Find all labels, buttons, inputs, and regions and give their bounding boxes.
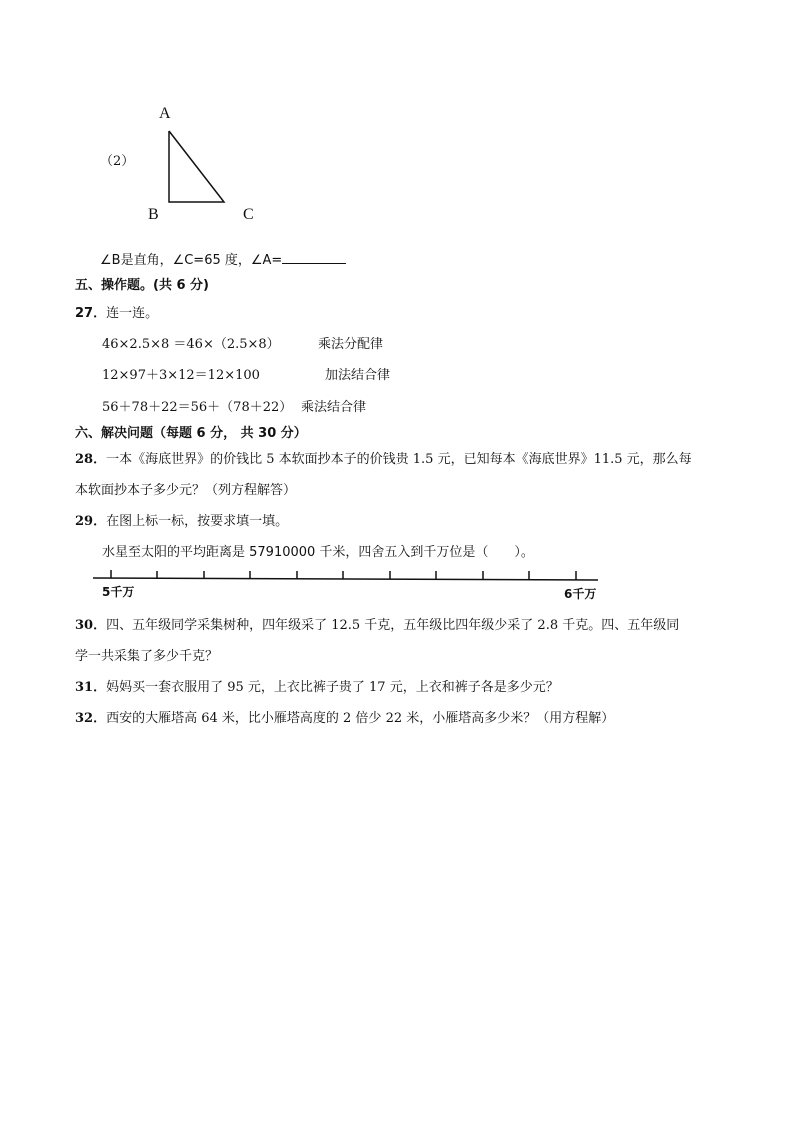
axis-start-label: 5千万 [102, 585, 135, 599]
question-number: 31． [75, 680, 107, 695]
question-text: 妈妈买一套衣服用了 95 元，上衣比裤子贵了 17 元，上衣和裤子各是多少元？ [106, 680, 559, 695]
law-option-1[interactable]: 乘法分配律 [318, 337, 384, 352]
question-text: 一本《海底世界》的价钱比 5 本软面抄本子的价钱贵 1.5 元，已知每本《海底世界》11.5 元，那么每 [106, 452, 692, 467]
question-text: 四、五年级同学采集树种，四年级采了 12.5 千克，五年级比四年级少采了 2.8 千克。四、五年级同 [106, 618, 680, 633]
question-number: 29． [75, 514, 107, 529]
question-29-detail: 水星至太阳的平均距离是 57910000 千米，四舍五入到千万位是（ ）。 [102, 545, 534, 560]
question-number: 30． [75, 618, 107, 633]
vertex-b-label: B [148, 206, 159, 223]
question-28-line-2: 本软面抄本子多少元？（列方程解答） [75, 483, 297, 498]
question-prompt: 在图上标一标，按要求填一填。 [106, 514, 289, 529]
question-prompt: 连一连。 [106, 306, 159, 321]
question-number: 32． [75, 711, 107, 726]
section-6-heading: 六、解决问题（每题 6 分， 共 30 分） [75, 426, 307, 441]
section-5-heading: 五、操作题。(共 6 分) [75, 278, 209, 293]
expression-row-3: 56＋78＋22＝56＋（78＋22） [102, 400, 293, 415]
angle-condition-text: ∠B是直角，∠C=65 度，∠A= [100, 253, 283, 268]
sub-question-label: （2） [100, 154, 135, 169]
question-31 [75, 676, 559, 695]
vertex-a-label: A [159, 105, 171, 122]
law-option-3[interactable]: 乘法结合律 [301, 400, 367, 415]
axis-end-label: 6千万 [564, 587, 597, 601]
question-number: 28． [75, 452, 107, 467]
question-text: 西安的大雁塔高 64 米，比小雁塔高度的 2 倍少 22 米，小雁塔高多少米？（用方程解） [106, 711, 615, 726]
law-option-2[interactable]: 加法结合律 [325, 368, 391, 383]
expression-row-1: 46×2.5×8 ＝46×（2.5×8） [102, 337, 280, 352]
question-30-line-2: 学一共采集了多少千克？ [75, 649, 219, 664]
expression-row-2: 12×97＋3×12＝12×100 [102, 368, 260, 383]
question-32 [75, 707, 614, 726]
vertex-c-label: C [243, 206, 254, 223]
question-number: 27． [75, 306, 107, 321]
question-30-line-1 [75, 614, 679, 633]
